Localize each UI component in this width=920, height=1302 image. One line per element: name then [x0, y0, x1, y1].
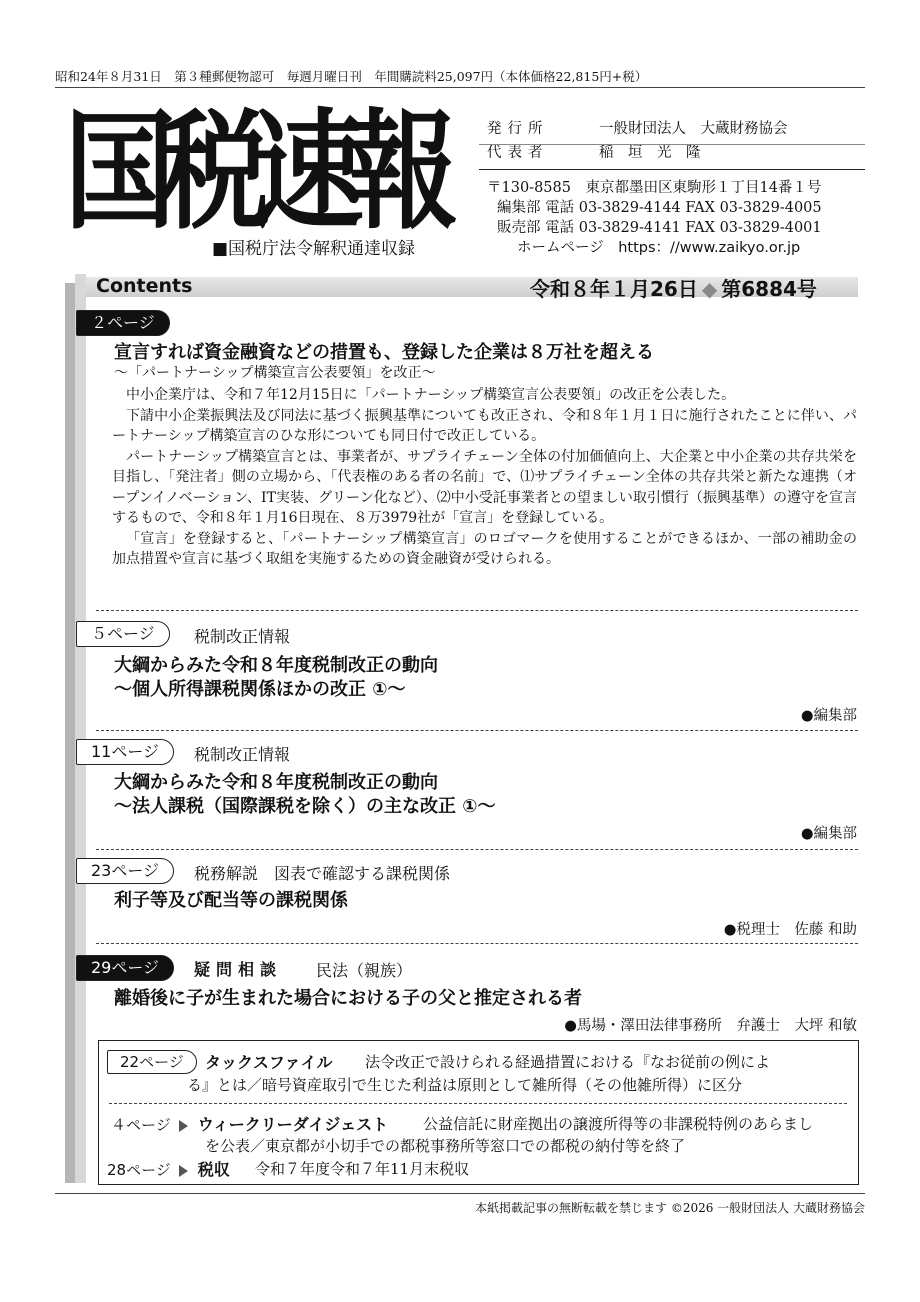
article-category: 税制改正情報 — [194, 745, 291, 764]
masthead-subtitle: ■国税庁法令解釈通達収録 — [212, 239, 416, 259]
publisher-divider-2 — [479, 169, 865, 170]
left-accent-bar — [65, 283, 75, 1183]
article-body — [112, 385, 857, 570]
digest-box — [98, 1040, 859, 1185]
item-heading[interactable]: ウィークリーダイジェスト — [197, 1115, 389, 1134]
item-heading[interactable]: 税収 — [197, 1160, 230, 1179]
section-divider — [96, 610, 858, 611]
article-author: ●編集部 — [800, 708, 857, 724]
body-paragraph: パートナーシップ構築宣言とは、事業者が、サプライチェーン全体の付加価値向上、大企業と中小企業の共存共栄を目指し、「発注者」側の立場から、「代表権のある者の名前」で、⑴サプライチェーン全体の共存共栄と新たな連携（オープンイノベーション、IT実装、グリーン化など）、⑵中小受託事業者との望ましい取引慣行（振興基準）の遵守を宣言するもので、令和８年１月16日現在、８万3979社が「宣言」を登録している。 — [112, 448, 857, 526]
article-title[interactable]: 宣言すれば資金融資などの措置も、登録した企業は８万社を超える — [114, 342, 654, 363]
triangle-right-icon — [179, 1165, 188, 1177]
page-tag-29[interactable]: 29ページ — [76, 955, 174, 981]
publication-info-line: 昭和24年８月31日 第３種郵便物認可 毎週月曜日刊 年間購読料25,097円（本体価格22,815円+税） — [55, 69, 648, 84]
section-divider — [96, 943, 858, 944]
item-line: 令和７年度令和７年11月末税収 — [255, 1160, 470, 1178]
logo-char-4: 報 — [346, 97, 458, 248]
representative-name: 稲 垣 光 隆 — [599, 145, 701, 161]
article-title[interactable]: 利子等及び配当等の課税関係 — [114, 890, 348, 911]
article-author: ●税理士 佐藤 和助 — [723, 922, 857, 938]
sales-contact: 販売部 電話 03-3829-4141 FAX 03-3829-4001 — [497, 220, 822, 236]
page-tag-11[interactable]: 11ページ — [76, 739, 174, 765]
contents-label: Contents — [96, 275, 193, 297]
box-line: る』とは／暗号資産取引で生じた利益は原則として雑所得（その他雑所得）に区分 — [187, 1076, 743, 1094]
body-paragraph: 中小企業庁は、令和７年12月15日に「パートナーシップ構築宣言公表要領」の改正を公表した。 — [126, 387, 736, 403]
logo-char-3: 速 — [252, 97, 364, 248]
body-paragraph: 下請中小企業振興法及び同法に基づく振興基準についても改正され、令和８年１月１日に施行されたことに伴い、パートナーシップ構築宣言のひな形についても同日付で改正している。 — [112, 407, 857, 444]
box-heading[interactable]: タックスファイル — [205, 1053, 333, 1072]
article-title-sub[interactable]: ～法人課税（国際課税を除く）の主な改正 ①～ — [114, 796, 496, 817]
top-divider — [55, 87, 865, 88]
article-category: 民法（親族） — [316, 961, 413, 980]
logo-char-2: 税 — [158, 97, 270, 248]
editorial-contact: 編集部 電話 03-3829-4144 FAX 03-3829-4005 — [497, 200, 822, 216]
article-subtitle: ～「パートナーシップ構築宣言公表要領」を改正～ — [114, 365, 436, 381]
section-divider — [96, 849, 858, 850]
article-category: 税務解説 図表で確認する課税関係 — [194, 864, 451, 883]
homepage-link[interactable]: ホームページ https：//www.zaikyo.or.jp — [517, 240, 801, 256]
article-title-sub[interactable]: ～個人所得課税関係ほかの改正 ①～ — [114, 679, 406, 700]
publisher-divider — [479, 144, 865, 145]
item-page-label[interactable]: ４ページ — [111, 1116, 171, 1134]
page-tag-2[interactable]: ２ページ — [76, 310, 170, 336]
diamond-icon: ◆ — [701, 277, 718, 301]
copyright-footer: 本紙掲載記事の無断転載を禁じます ©2026 一般財団法人 大蔵財務協会 — [475, 1201, 865, 1215]
digest-item-page[interactable] — [111, 1112, 388, 1135]
article-category-bold: 疑問相談 — [194, 960, 283, 979]
digest-item-page[interactable] — [107, 1157, 230, 1180]
section-divider — [96, 730, 858, 731]
item-line: 公益信託に財産拠出の譲渡所得等の非課税特例のあらまし — [423, 1115, 814, 1133]
page-tag-23[interactable]: 23ページ — [76, 858, 174, 884]
publisher-name: 一般財団法人 大蔵財務協会 — [599, 121, 788, 137]
page-tag-5[interactable]: ５ページ — [76, 621, 170, 647]
issue-date: 令和８年１月26日 — [530, 277, 698, 301]
footer-divider — [55, 1193, 865, 1194]
triangle-right-icon — [179, 1120, 188, 1132]
article-category: 税制改正情報 — [194, 627, 291, 646]
masthead-logo — [64, 97, 458, 248]
page-tag-22[interactable]: 22ページ — [107, 1050, 197, 1074]
item-line: を公表／東京都が小切手での都税事務所等窓口での都税の納付等を終了 — [205, 1137, 686, 1155]
article-author: ●編集部 — [800, 826, 857, 842]
issue-number: 第6884号 — [721, 277, 817, 301]
address: 〒130-8585 東京都墨田区東駒形１丁目14番１号 — [487, 180, 822, 196]
publisher-label: 発行所 — [487, 121, 549, 137]
logo-char-1: 国 — [64, 97, 176, 248]
article-author: ●馬場・澤田法律事務所 弁護士 大坪 和敏 — [564, 1018, 857, 1034]
body-paragraph: 「宣言」を登録すると、「パートナーシップ構築宣言」のロゴマークを使用することができるほか、一部の補助金の加点措置や宣言に基づく取組を実施するための資金融資が受けられる。 — [112, 530, 857, 567]
issue-info — [530, 273, 817, 302]
item-page-label[interactable]: 28ページ — [107, 1161, 171, 1179]
article-title[interactable]: 離婚後に子が生まれた場合における子の父と推定される者 — [114, 988, 582, 1009]
representative-label: 代表者 — [487, 145, 549, 161]
box-divider — [109, 1103, 847, 1104]
article-title[interactable]: 大綱からみた令和８年度税制改正の動向 — [114, 772, 438, 793]
left-accent-bar-inner — [75, 274, 86, 1183]
box-line: 法令改正で設けられる経過措置における『なお従前の例によ — [365, 1053, 771, 1071]
article-title[interactable]: 大綱からみた令和８年度税制改正の動向 — [114, 655, 438, 676]
